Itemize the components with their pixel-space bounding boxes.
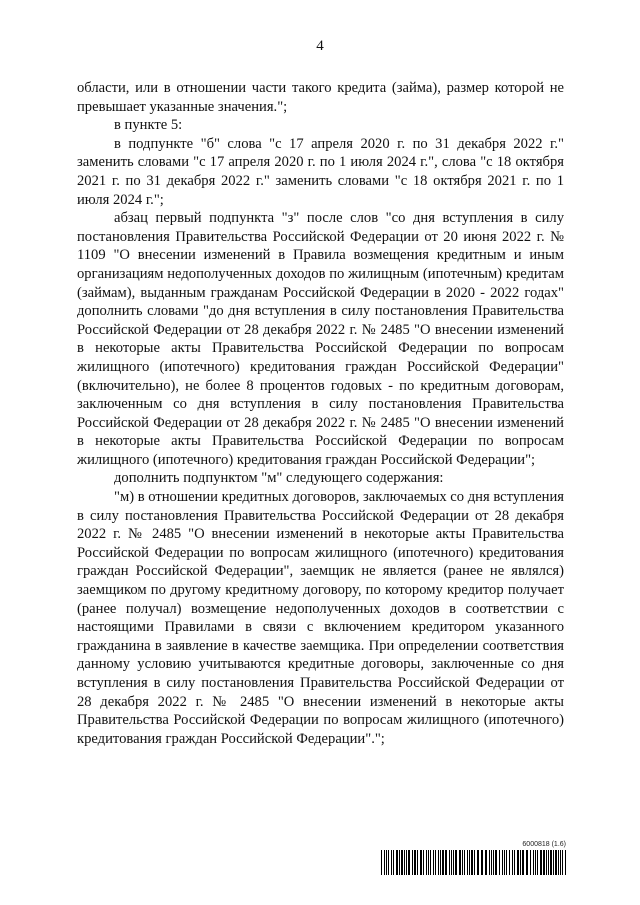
barcode-bar (474, 850, 475, 875)
barcode-bar (406, 850, 407, 875)
barcode-bar (489, 850, 490, 875)
barcode-bar (502, 850, 503, 875)
barcode-bar (495, 850, 497, 875)
barcode-bar (514, 850, 515, 875)
barcode-bar (462, 850, 463, 875)
barcode-bar (477, 850, 479, 875)
barcode-bar (420, 850, 422, 875)
barcode-bar (386, 850, 387, 875)
barcode-bar (499, 850, 500, 875)
barcode-bar (491, 850, 492, 875)
paragraph-2: в пункте 5: (114, 117, 183, 134)
barcode-bar (509, 850, 510, 875)
barcode-bar (562, 850, 563, 875)
barcode-bar (471, 850, 473, 875)
paragraph-6: "м) в отношении кредитных договоров, заключаемых со дня вступления в силу постановления Правительства Российской Федерации от 28 декабря 2022 г. № 2485 "О внесении изменений в некоторые акты Правительства Российской Федерации по вопросам жилищного (ипотечного) кредитования граждан Российской Федерации", заемщик не является (ранее не являлся) заемщиком по другому кредитному договору, по которому кредитор получает (ранее получал) возмещение недополученных доходов в соответствии с настоящими Правилами в связи с включением кредитором указанного гражданина в заявление в качестве заемщика. При определении соответствия данному условию учитываются кредитные договоры, заключенные со дня вступления в силу постановления Правительства Российской Федерации от 28 декабря 2022 г. № 2485 "О внесении изменений в некоторые акты Правительства Российской Федерации по вопросам жилищного (ипотечного) кредитования граждан Российской Федерации"."; (77, 489, 564, 747)
barcode-bar (530, 850, 531, 875)
barcode-bar (438, 850, 439, 875)
barcode-bar (435, 850, 436, 875)
barcode-bar (381, 850, 382, 875)
barcode-bar (493, 850, 494, 875)
barcode-bar (548, 850, 549, 875)
paragraph-3: в подпункте "б" слова "с 17 апреля 2020 г. по 31 декабря 2022 г." заменить словами "с 17 апреля 2020 г. по 1 июля 2024 г.", слова "с 18 октября 2021 г. по 31 декабря 2022 г." заменить словами "с 18 октября 2021 г. по 1 июля 2024 г."; (77, 135, 564, 208)
barcode-bar (396, 850, 398, 875)
barcode-bar (512, 850, 513, 875)
barcode-bar (408, 850, 410, 875)
barcode-bar (526, 850, 528, 875)
page-number: 4 (316, 38, 324, 54)
barcode-bar (412, 850, 413, 875)
barcode-bar (546, 850, 547, 875)
barcode-bar (430, 850, 431, 875)
barcode-bar (464, 850, 465, 875)
barcode-bar (535, 850, 536, 875)
barcode-bar (426, 850, 427, 875)
barcode-bar (455, 850, 457, 875)
barcode-bar (543, 850, 544, 875)
paragraph-4: абзац первый подпункта "з" после слов "со дня вступления в силу постановления Правительства Российской Федерации от 20 июня 2022 г. № 1109 "О внесении изменений в Правила возмещения кредитным и иным организациям недополученных доходов по жилищным (ипотечным) кредитам (займам), выданным гражданам Российской Федерации в 2020 - 2022 годах" дополнить словами "до дня вступления в силу постановления Правительства Российской Федерации от 28 декабря 2022 г. № 2485 "О внесении изменений в некоторые акты Правительства Российской Федерации по вопросам жилищного (ипотечного) кредитования граждан Российской Федерации" (включительно), не более 8 процентов годовых - по кредитным договорам, заключенным со дня вступления в силу постановления Правительства Российской Федерации от 28 декабря 2022 г. № 2485 "О внесении изменений в некоторые акты Правительства Российской Федерации по вопросам жилищного (ипотечного) кредитования граждан Российской Федерации"; (77, 210, 564, 468)
barcode-bar (565, 850, 566, 875)
barcode-bar (449, 850, 450, 875)
barcode-bar (555, 850, 557, 875)
barcode-bar (401, 850, 403, 875)
paragraph-1: области, или в отношении части такого кредита (займа), размер которой не превышает указанные значения."; (77, 80, 564, 115)
barcode-bar (537, 850, 538, 875)
barcode-bar (522, 850, 524, 875)
barcode-bar (533, 850, 534, 875)
barcode-bar (544, 850, 545, 875)
barcode-bar (399, 850, 400, 875)
document-code: 6000818 (1.6) (522, 841, 566, 848)
barcode-bar (404, 850, 405, 875)
barcode-bar (540, 850, 542, 875)
barcode-bar (506, 850, 507, 875)
barcode-bar (440, 850, 441, 875)
barcode-bar (393, 850, 394, 875)
barcode-bar (467, 850, 468, 875)
barcode-bar (445, 850, 447, 875)
barcode-bar (550, 850, 552, 875)
barcode-bar (553, 850, 554, 875)
paragraph-5: дополнить подпунктом "м" следующего содержания: (114, 470, 444, 487)
barcode-bar (560, 850, 561, 875)
barcode-bar (517, 850, 519, 875)
barcode-bar (442, 850, 444, 875)
barcode-bar (504, 850, 505, 875)
barcode-bar (391, 850, 392, 875)
document-body (77, 79, 564, 748)
barcode-bar (469, 850, 470, 875)
barcode-bar (558, 850, 559, 875)
barcode-bar (423, 850, 424, 875)
barcode-bar (481, 850, 483, 875)
barcode-icon (381, 850, 568, 875)
barcode-bar (414, 850, 416, 875)
barcode-bar (459, 850, 461, 875)
barcode-bar (485, 850, 487, 875)
barcode-bar (384, 850, 385, 875)
barcode-bar (388, 850, 389, 875)
barcode-bar (453, 850, 454, 875)
barcode-bar (433, 850, 434, 875)
barcode-bar (520, 850, 521, 875)
barcode-bar (417, 850, 418, 875)
barcode-bar (451, 850, 452, 875)
barcode-bar (428, 850, 429, 875)
